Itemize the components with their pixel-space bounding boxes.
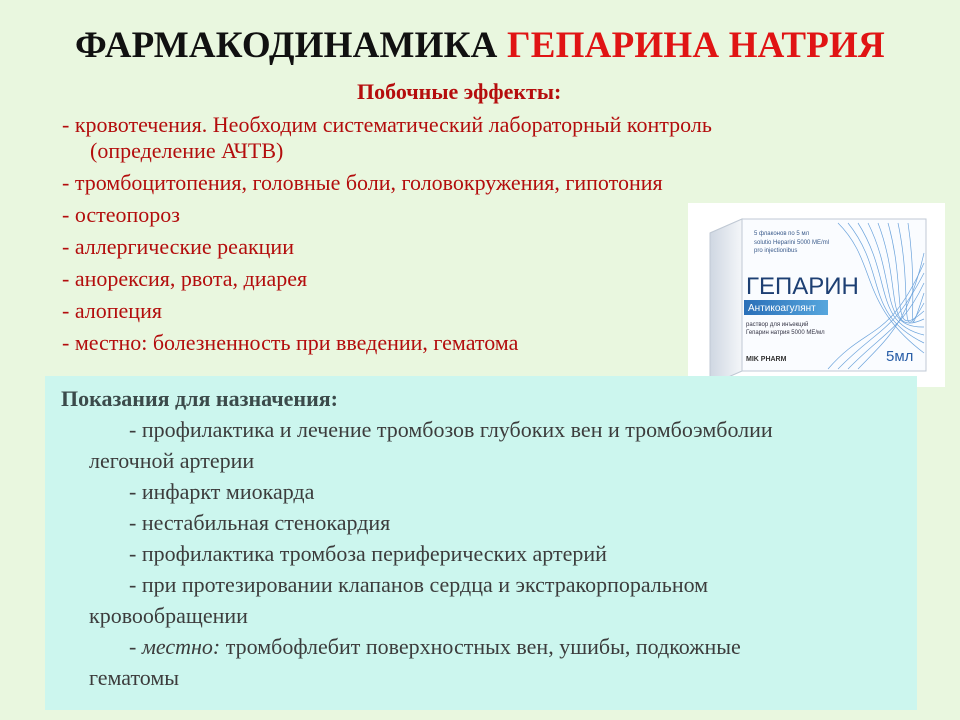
box-desc-1: раствор для инъекций <box>746 322 809 328</box>
slide-title <box>0 24 960 67</box>
indication-text-line <box>89 631 901 662</box>
indication-item <box>61 569 901 631</box>
side-effects-heading: Побочные эффекты: <box>357 79 562 104</box>
indication-text: - при протезировании клапанов сердца и экстракорпоральном <box>129 572 709 597</box>
box-maker: MIK PHARM <box>746 356 787 363</box>
indication-text-cont: кровообращении <box>89 603 248 628</box>
box-desc-2: Гепарин натрия 5000 МЕ/мл <box>746 330 825 336</box>
indication-prefix: - <box>129 634 142 659</box>
indication-text-cont: гематомы <box>89 665 180 690</box>
side-effect-item <box>62 112 892 164</box>
box-subtitle: Антикоагулянт <box>748 303 816 314</box>
indication-item <box>61 538 901 569</box>
indications-heading: Показания для назначения: <box>61 386 338 411</box>
indication-text: - профилактика и лечение тромбозов глубоких вен и тромбоэмболии <box>129 417 773 442</box>
box-brand: ГЕПАРИН <box>746 273 859 300</box>
side-effect-text: - аллергические реакции <box>62 234 294 259</box>
indication-text: - профилактика тромбоза периферических артерий <box>129 541 607 566</box>
indications-box <box>45 376 917 710</box>
box-top-text-2: solutio Heparini 5000 ME/ml <box>754 240 830 246</box>
side-effect-text: - алопеция <box>62 298 162 323</box>
indication-item <box>61 476 901 507</box>
indications-list <box>61 414 901 693</box>
side-effect-text: - кровотечения. Необходим систематический лабораторный контроль <box>62 112 712 137</box>
indication-text: - инфаркт миокарда <box>129 479 315 504</box>
box-top-text: 5 флаконов по 5 мл <box>754 231 810 237</box>
title-part-1: ФАРМАКОДИНАМИКА <box>75 25 498 66</box>
side-effect-text: - анорексия, рвота, диарея <box>62 266 308 291</box>
indication-item <box>61 414 901 476</box>
side-effect-text: - местно: болезненность при введении, гематома <box>62 330 519 355</box>
indication-item <box>61 507 901 538</box>
indication-italic-label: местно: <box>141 634 221 659</box>
indication-text-cont: легочной артерии <box>89 448 255 473</box>
box-top-text-3: pro injectionibus <box>754 248 798 254</box>
side-effect-text: - остеопороз <box>62 202 180 227</box>
side-effect-text: - тромбоцитопения, головные боли, головокружения, гипотония <box>62 170 663 195</box>
box-volume: 5мл <box>886 348 914 365</box>
heparin-package-image <box>688 203 945 387</box>
title-part-2: ГЕПАРИНА НАТРИЯ <box>507 25 885 66</box>
indication-item <box>61 631 901 693</box>
indication-text: тромбофлебит поверхностных вен, ушибы, подкожные <box>220 634 741 659</box>
side-effect-text-cont: (определение АЧТВ) <box>90 138 284 163</box>
side-effect-item <box>62 170 892 196</box>
indication-text: - нестабильная стенокардия <box>129 510 391 535</box>
heparin-box-illustration <box>688 203 945 387</box>
